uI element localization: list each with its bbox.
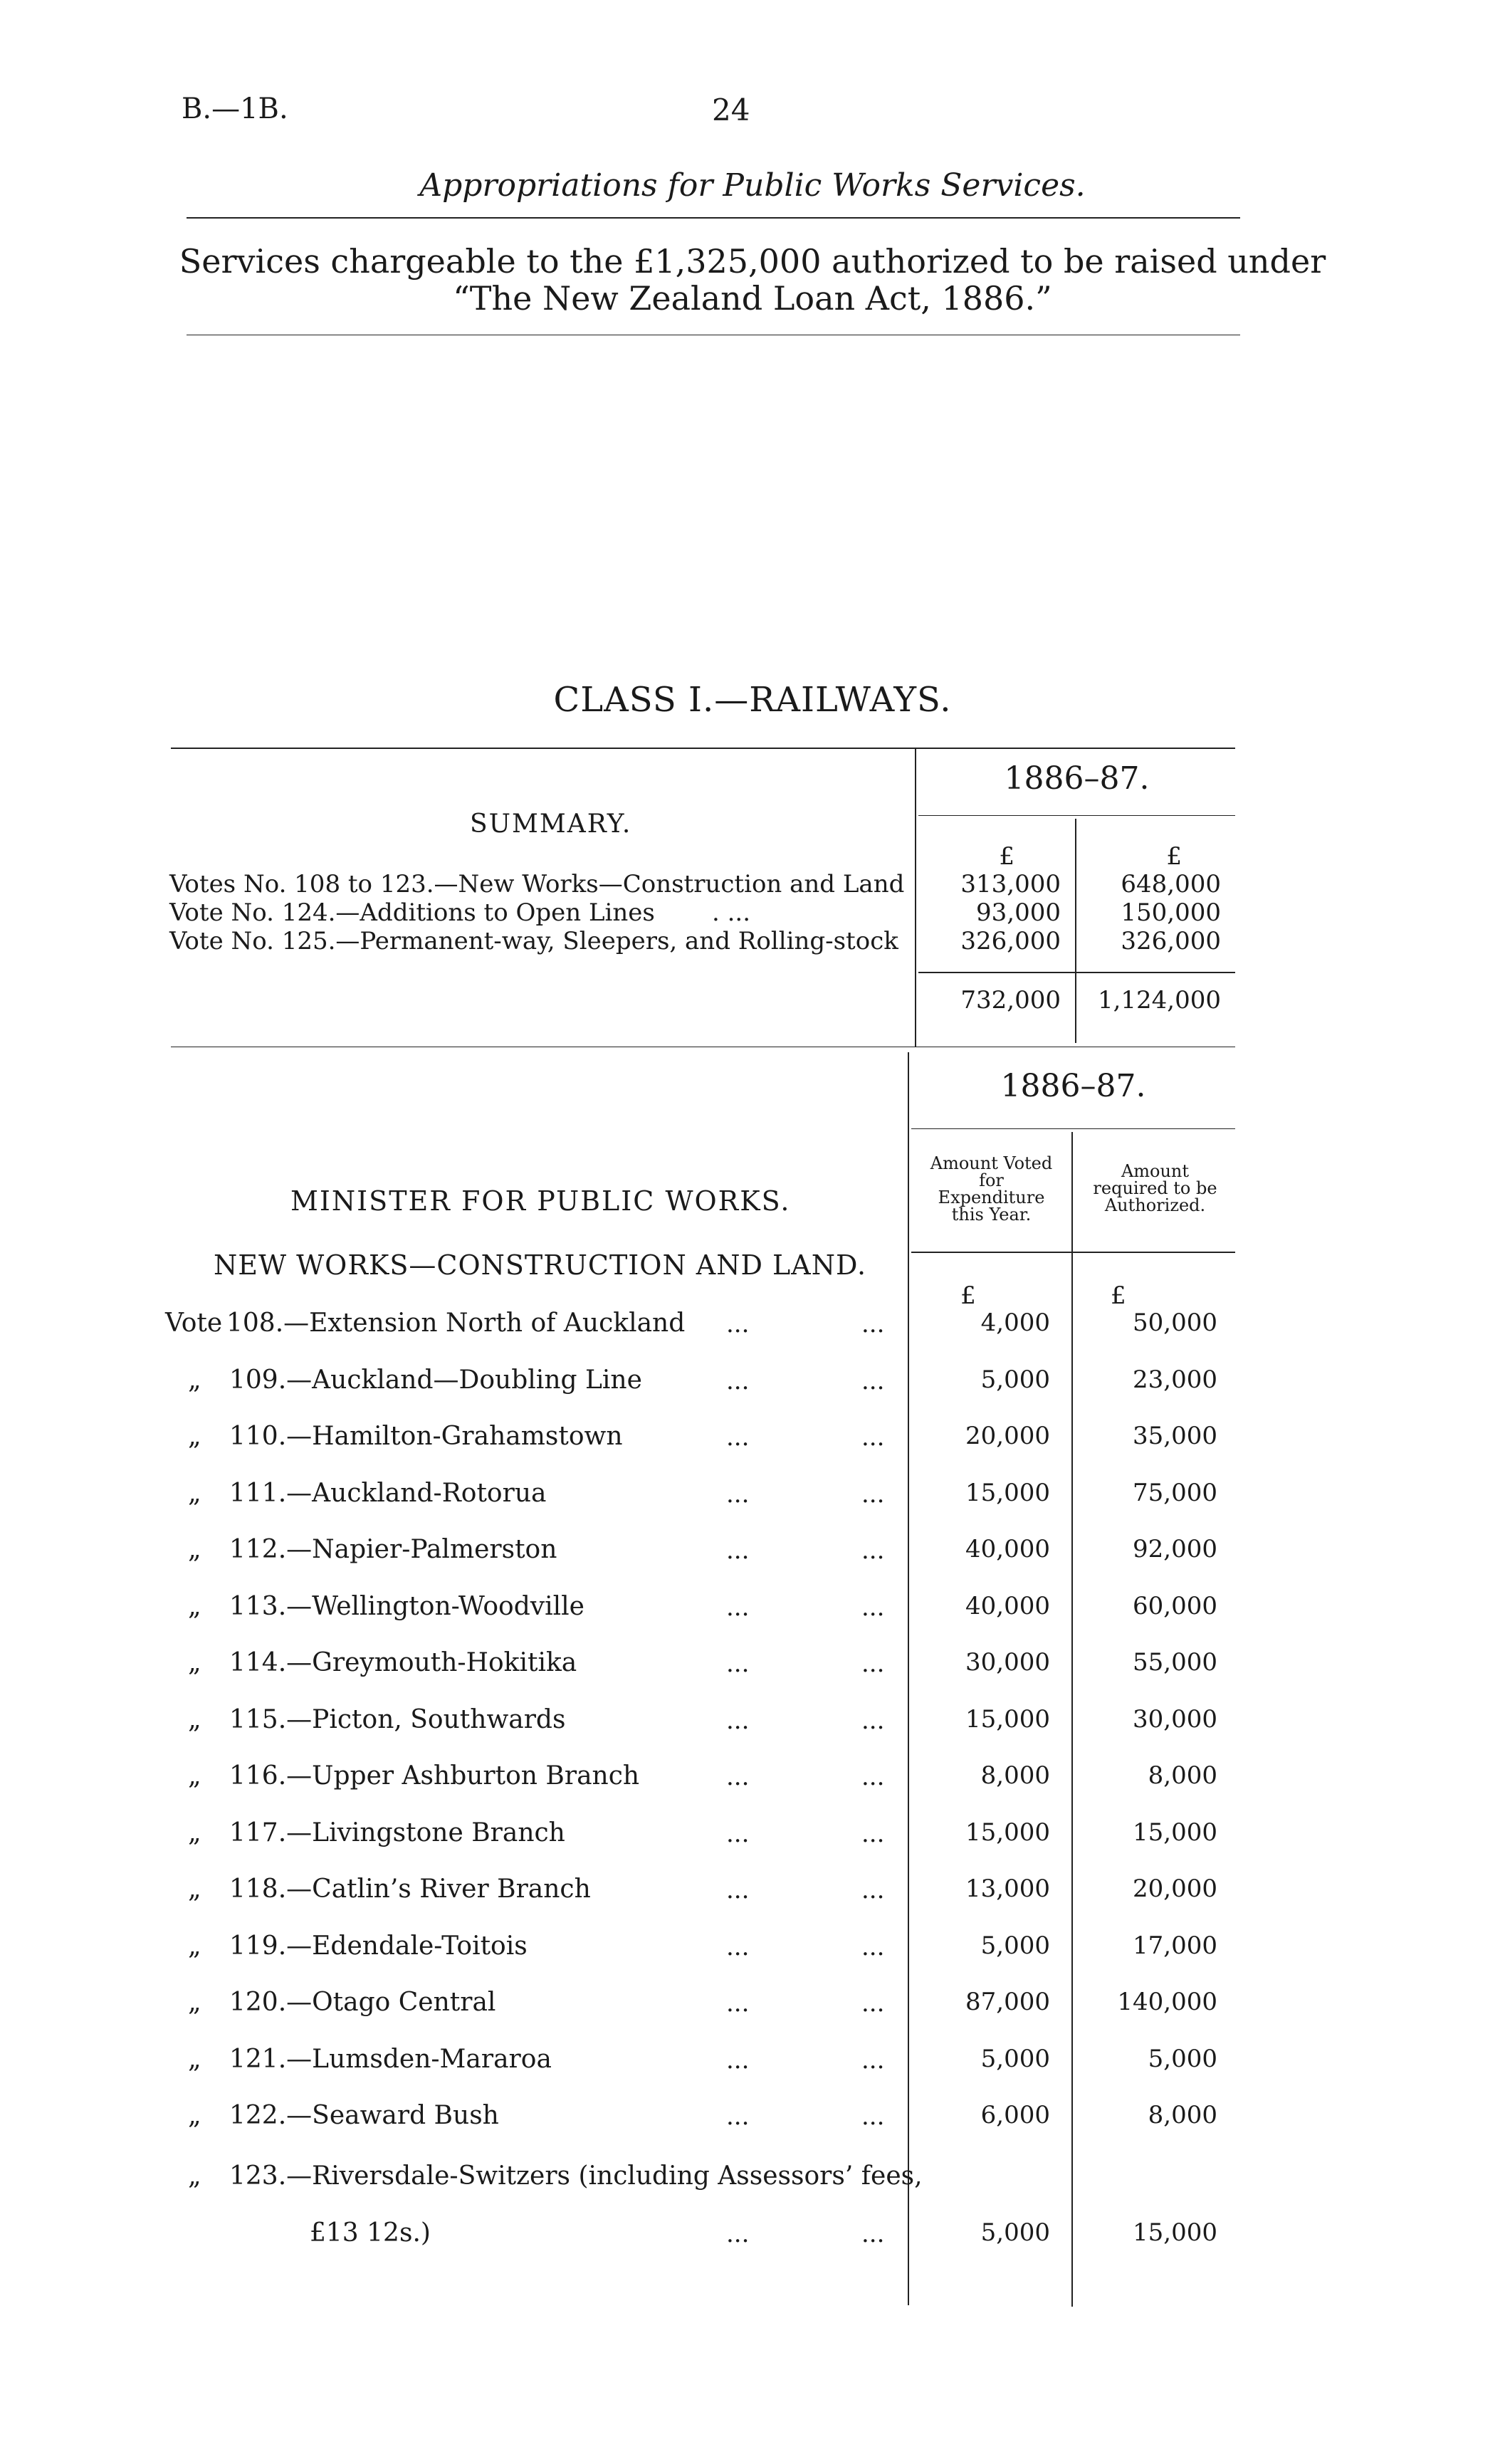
vote-prefix: „	[188, 1818, 201, 1847]
votes-currency-b: £	[1111, 1281, 1126, 1310]
vote-dots: ...	[861, 1989, 885, 2018]
vote-amount-required: 8,000	[1148, 1761, 1217, 1790]
vote-dots: ...	[726, 1593, 750, 1622]
vote-dots: ...	[726, 1820, 750, 1848]
vote-dots: ...	[726, 1480, 750, 1509]
vote-prefix: „	[188, 1988, 201, 2017]
vote-label: 123.—Riversdale-Switzers (including Assessors’ fees,	[229, 2161, 923, 2191]
vote-amount-required: 60,000	[1133, 1592, 1217, 1620]
vote-label: 110.—Hamilton-Grahamstown	[229, 1422, 623, 1451]
vote-amount-required: 5,000	[1148, 2045, 1217, 2073]
vote-dots: ...	[726, 1536, 750, 1565]
vote-label: 122.—Seaward Bush	[229, 2101, 499, 2130]
votes-left-divider	[908, 1052, 909, 2305]
vote-label: 118.—Catlin’s River Branch	[229, 1875, 591, 1904]
vote-amount-voted: 40,000	[965, 1592, 1050, 1620]
vote-prefix: „	[188, 1422, 201, 1451]
vote-dots: ...	[726, 1989, 750, 2018]
summary-currency-a: £	[999, 842, 1014, 871]
vote-amount-required: 23,000	[1133, 1365, 1217, 1394]
vote-dots: ...	[726, 1310, 750, 1338]
vote-prefix: „	[188, 1648, 201, 1677]
heading-rule	[187, 217, 1240, 219]
vote-label: 116.—Upper Ashburton Branch	[229, 1761, 640, 1791]
vote-prefix: „	[188, 1875, 201, 1904]
vote-amount-voted: 30,000	[965, 1648, 1050, 1677]
vote-amount-voted: 40,000	[965, 1535, 1050, 1563]
vote-amount-voted: 5,000	[980, 1365, 1050, 1394]
vote-prefix: „	[188, 2161, 201, 2191]
vote-amount-voted: 5,000	[980, 2218, 1050, 2247]
document-reference: B.—1B.	[182, 93, 288, 125]
summary-title: SUMMARY.	[470, 809, 632, 839]
col2-header-line: required to be	[1093, 1178, 1217, 1198]
vote-amount-required: 15,000	[1133, 1818, 1217, 1847]
vote-label: 109.—Auckland—Doubling Line	[229, 1365, 642, 1395]
vote-label: 115.—Picton, Southwards	[229, 1705, 566, 1734]
vote-amount-required: 17,000	[1133, 1931, 1217, 1960]
vote-amount-required: 8,000	[1148, 2101, 1217, 2129]
summary-row-b: 150,000	[1121, 898, 1221, 927]
summary-row-dots: . ...	[712, 898, 751, 927]
summary-col-divider	[1075, 819, 1076, 1043]
votes-year: 1886–87.	[1000, 1068, 1146, 1104]
vote-dots: ...	[861, 2046, 885, 2075]
minister-title: MINISTER FOR PUBLIC WORKS.	[290, 1185, 791, 1217]
vote-prefix: „	[188, 1761, 201, 1791]
vote-amount-required: 55,000	[1133, 1648, 1217, 1677]
section-title: NEW WORKS—CONSTRUCTION AND LAND.	[214, 1249, 867, 1281]
vote-amount-required: 140,000	[1117, 1988, 1217, 2016]
page-number: 24	[712, 93, 750, 127]
vote-label: 121.—Lumsden-Mararoa	[229, 2045, 552, 2074]
vote-dots: ...	[726, 1367, 750, 1395]
vote-dots: ...	[726, 1933, 750, 1961]
vote-dots: ...	[861, 2220, 885, 2248]
vote-label-continued: £13 12s.)	[310, 2218, 431, 2248]
vote-label: 120.—Otago Central	[229, 1988, 496, 2017]
vote-dots: ...	[726, 1650, 750, 1678]
summary-total-rule	[918, 972, 1235, 973]
col2-header-line: Amount	[1121, 1161, 1190, 1181]
vote-dots: ...	[726, 2102, 750, 2131]
vote-amount-voted: 87,000	[965, 1988, 1050, 2016]
vote-label: 114.—Greymouth-Hokitika	[229, 1648, 577, 1677]
vote-dots: ...	[861, 1763, 885, 1791]
vote-amount-required: 75,000	[1133, 1479, 1217, 1507]
vote-prefix: „	[188, 1479, 201, 1508]
col2-header	[1075, 1163, 1235, 1214]
summary-row-a: 313,000	[960, 870, 1061, 898]
summary-year-rule	[918, 815, 1235, 816]
vote-dots: ...	[861, 1876, 885, 1904]
votes-year-rule	[911, 1128, 1235, 1129]
summary-divider	[915, 748, 916, 1047]
votes-currency-a: £	[960, 1281, 976, 1310]
vote-dots: ...	[861, 2102, 885, 2131]
vote-prefix: „	[188, 2101, 201, 2130]
vote-dots: ...	[861, 1650, 885, 1678]
vote-amount-required: 20,000	[1133, 1875, 1217, 1903]
vote-prefix: „	[188, 1931, 201, 1961]
subtitle-line-1: Services chargeable to the £1,325,000 authorized to be raised under	[179, 242, 1326, 281]
col2-header-line: Authorized.	[1104, 1195, 1206, 1215]
vote-dots: ...	[726, 2220, 750, 2248]
vote-dots: ...	[861, 1707, 885, 1735]
vote-amount-voted: 8,000	[980, 1761, 1050, 1790]
vote-amount-required: 35,000	[1133, 1422, 1217, 1450]
vote-label: 119.—Edendale-Toitois	[229, 1931, 528, 1961]
vote-label: 117.—Livingstone Branch	[229, 1818, 565, 1847]
vote-amount-voted: 4,000	[980, 1309, 1050, 1337]
vote-dots: ...	[726, 1763, 750, 1791]
vote-prefix: „	[188, 2045, 201, 2074]
col1-header-line: for	[979, 1170, 1004, 1190]
vote-dots: ...	[861, 1423, 885, 1452]
vote-label: 112.—Napier-Palmerston	[229, 1535, 557, 1564]
vote-dots: ...	[861, 1820, 885, 1848]
vote-amount-required: 50,000	[1133, 1309, 1217, 1337]
vote-prefix: „	[188, 1535, 201, 1564]
vote-amount-voted: 5,000	[980, 2045, 1050, 2073]
vote-amount-voted: 15,000	[965, 1705, 1050, 1734]
summary-currency-b: £	[1166, 842, 1182, 871]
vote-dots: ...	[861, 1593, 885, 1622]
subtitle-line-2: “The New Zealand Loan Act, 1886.”	[453, 279, 1052, 318]
class-title: CLASS I.—RAILWAYS.	[553, 680, 952, 720]
page-heading: Appropriations for Public Works Services.	[419, 167, 1086, 204]
vote-label: 111.—Auckland-Rotorua	[229, 1479, 547, 1508]
vote-amount-required: 92,000	[1133, 1535, 1217, 1563]
summary-row-label: Vote No. 124.—Additions to Open Lines	[169, 898, 655, 927]
summary-row-label: Vote No. 125.—Permanent-way, Sleepers, and Rolling-stock	[169, 927, 898, 955]
vote-prefix: „	[188, 1365, 201, 1395]
votes-col-divider	[1071, 1132, 1073, 2307]
vote-dots: ...	[861, 1933, 885, 1961]
summary-row-a: 93,000	[976, 898, 1061, 927]
votes-header-rule	[911, 1252, 1235, 1253]
vote-dots: ...	[861, 1480, 885, 1509]
vote-dots: ...	[726, 1707, 750, 1735]
col1-header-line: this Year.	[951, 1205, 1032, 1225]
vote-prefix: „	[188, 1592, 201, 1621]
vote-amount-voted: 15,000	[965, 1479, 1050, 1507]
summary-row-b: 648,000	[1121, 870, 1221, 898]
vote-amount-required: 15,000	[1133, 2218, 1217, 2247]
vote-dots: ...	[861, 1536, 885, 1565]
summary-year: 1886–87.	[1004, 760, 1150, 797]
vote-label: 113.—Wellington-Woodville	[229, 1592, 584, 1621]
vote-amount-voted: 5,000	[980, 1931, 1050, 1960]
vote-amount-voted: 6,000	[980, 2101, 1050, 2129]
col1-header-line: Expenditure	[938, 1188, 1045, 1207]
summary-row-a: 326,000	[960, 927, 1061, 955]
vote-amount-voted: 15,000	[965, 1818, 1050, 1847]
col1-header	[911, 1155, 1071, 1223]
vote-prefix: Vote	[165, 1309, 223, 1338]
vote-dots: ...	[861, 1310, 885, 1338]
vote-prefix: „	[188, 1705, 201, 1734]
vote-amount-required: 30,000	[1133, 1705, 1217, 1734]
summary-total-b: 1,124,000	[1097, 986, 1221, 1015]
summary-total-a: 732,000	[960, 986, 1061, 1015]
vote-dots: ...	[726, 2046, 750, 2075]
summary-row-label: Votes No. 108 to 123.—New Works—Construction and Land	[169, 870, 905, 898]
summary-row-b: 326,000	[1121, 927, 1221, 955]
vote-amount-voted: 20,000	[965, 1422, 1050, 1450]
summary-top-rule	[171, 748, 1235, 749]
col1-header-line: Amount Voted	[930, 1153, 1053, 1173]
vote-dots: ...	[861, 1367, 885, 1395]
vote-dots: ...	[726, 1423, 750, 1452]
vote-label: 108.—Extension North of Auckland	[226, 1309, 686, 1338]
vote-amount-voted: 13,000	[965, 1875, 1050, 1903]
vote-dots: ...	[726, 1876, 750, 1904]
